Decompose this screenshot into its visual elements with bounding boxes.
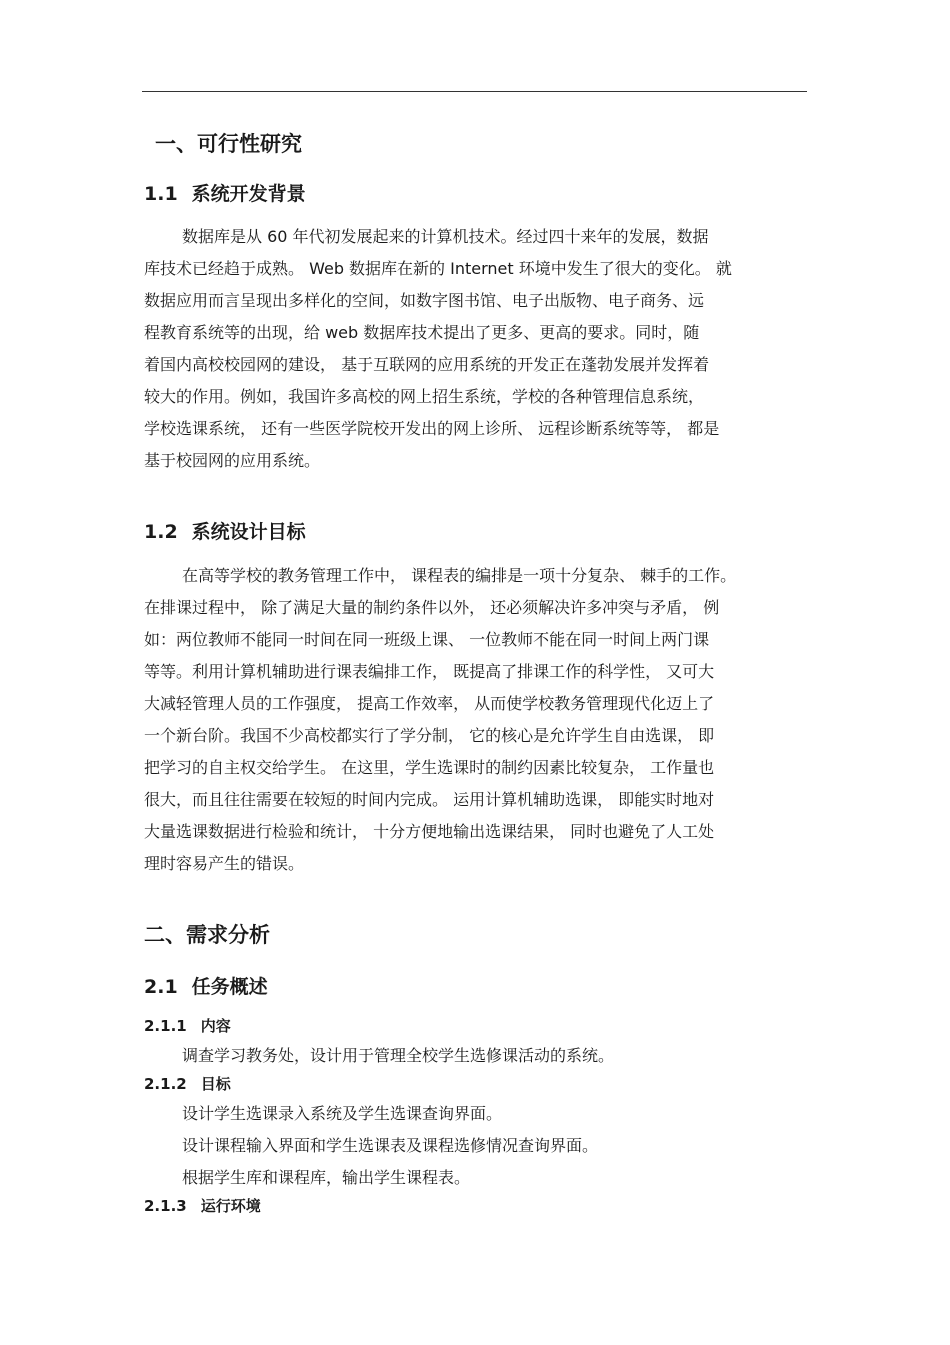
paragraph-line: 较大的作用。例如，我国许多高校的网上招生系统，学校的各种管理信息系统， [144, 387, 705, 406]
paragraph-line: 如：两位教师不能同一时间在同一班级上课、 一位教师不能在同一时间上两门课 [144, 630, 710, 649]
paragraph-background [144, 221, 732, 477]
paragraph-line: 基于校园网的应用系统。 [144, 451, 321, 470]
paragraph-line: 着国内高校校园网的建设， 基于互联网的应用系统的开发正在蓬勃发展并发挥着 [144, 355, 710, 374]
paragraph-line: 很大，而且往往需要在较短的时间内完成。 运用计算机辅助选课， 即能实时地对 [144, 790, 715, 809]
goal-item: 设计学生选课录入系统及学生选课查询界面。 [182, 1104, 503, 1123]
paragraph-line: 等等。利用计算机辅助进行课表编排工作， 既提高了排课工作的科学性， 又可大 [144, 662, 715, 681]
heading-label: 系统开发背景 [191, 183, 306, 205]
paragraph-line: 一个新台阶。我国不少高校都实行了学分制， 它的核心是允许学生自由选课， 即 [144, 726, 715, 745]
section-title-feasibility: 一、可行性研究 [155, 132, 302, 156]
heading-number: 1.2 [144, 521, 178, 543]
goal-item: 根据学生库和课程库，输出学生课程表。 [182, 1168, 471, 1187]
section-title-requirements: 二、需求分析 [144, 923, 270, 947]
heading-number: 2.1.2 [144, 1075, 187, 1093]
heading-label: 目标 [200, 1075, 231, 1093]
heading-2-1-3 [144, 1196, 261, 1216]
paragraph-design-goals [144, 560, 736, 880]
heading-number: 1.1 [144, 183, 178, 205]
paragraph-line: 库技术已经趋于成熟。 Web 数据库在新的 Internet 环境中发生了很大的变化。 就 [144, 259, 732, 278]
heading-1-1 [144, 182, 306, 206]
heading-label: 系统设计目标 [191, 521, 306, 543]
heading-number: 2.1 [144, 976, 178, 998]
header-rule [142, 91, 807, 92]
heading-number: 2.1.1 [144, 1017, 187, 1035]
paragraph-line: 数据库是从 60 年代初发展起来的计算机技术。经过四十来年的发展，数据 [182, 227, 709, 246]
paragraph-line: 理时容易产生的错误。 [144, 854, 305, 873]
heading-1-2 [144, 520, 306, 544]
paragraph-line: 在高等学校的教务管理工作中， 课程表的编排是一项十分复杂、 棘手的工作。 [182, 566, 737, 585]
paragraph-line: 大减轻管理人员的工作强度， 提高工作效率， 从而使学校教务管理现代化迈上了 [144, 694, 715, 713]
paragraph-line: 程教育系统等的出现，给 web 数据库技术提出了更多、更高的要求。同时，随 [144, 323, 700, 342]
paragraph-line: 学校选课系统， 还有一些医学院校开发出的网上诊所、 远程诊断系统等等， 都是 [144, 419, 720, 438]
paragraph-line: 数据应用而言呈现出多样化的空间，如数字图书馆、电子出版物、电子商务、远 [144, 291, 705, 310]
heading-2-1-1 [144, 1016, 231, 1036]
paragraph-line: 把学习的自主权交给学生。 在这里，学生选课时的制约因素比较复杂， 工作量也 [144, 758, 715, 777]
heading-label: 任务概述 [191, 976, 268, 998]
content-text: 调查学习教务处，设计用于管理全校学生选修课活动的系统。 [182, 1046, 615, 1065]
heading-label: 内容 [200, 1017, 231, 1035]
paragraph-line: 在排课过程中， 除了满足大量的制约条件以外， 还必须解决许多冲突与矛盾， 例 [144, 598, 720, 617]
goal-item: 设计课程输入界面和学生选课表及课程选修情况查询界面。 [182, 1136, 599, 1155]
heading-2-1-2 [144, 1074, 231, 1094]
paragraph-line: 大量选课数据进行检验和统计， 十分方便地输出选课结果， 同时也避免了人工处 [144, 822, 715, 841]
heading-label: 运行环境 [200, 1197, 261, 1215]
heading-number: 2.1.3 [144, 1197, 187, 1215]
heading-2-1 [144, 975, 268, 999]
